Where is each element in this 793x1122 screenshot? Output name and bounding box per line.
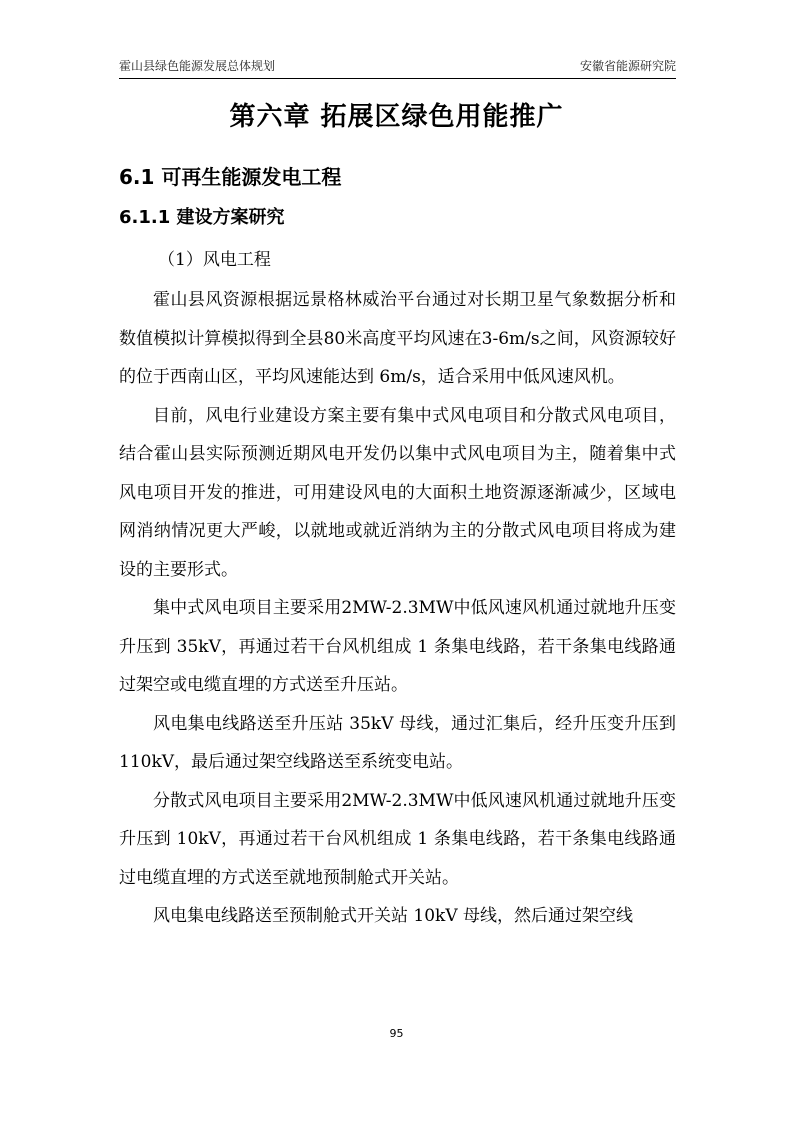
subsection-heading: 6.1.1 建设方案研究 [119, 207, 285, 228]
paragraph: 分散式风电项目主要采用2MW-2.3MW中低风速风机通过就地升压变升压到 10kV，再通过若干台风机组成 1 条集电线路，若干条集电线路通过电缆直埋的方式送至就地预制舱式开关站。 [119, 790, 676, 888]
paragraph: 风电集电线路送至升压站 35kV 母线，通过汇集后，经升压变升压到 110kV，最后通过架空线路送至系统变电站。 [119, 713, 676, 772]
chapter-title: 第六章 拓展区绿色用能推广 [229, 102, 564, 132]
body-text [119, 281, 676, 936]
header-document-title: 霍山县绿色能源发展总体规划 [119, 59, 276, 73]
page-number: 95 [389, 1027, 404, 1040]
item-heading: （1）风电工程 [158, 250, 271, 270]
paragraph: 集中式风电项目主要采用2MW-2.3MW中低风速风机通过就地升压变升压到 35kV，再通过若干台风机组成 1 条集电线路，若干条集电线路通过架空或电缆直埋的方式送至升压站。 [119, 598, 676, 695]
page-header [119, 54, 676, 79]
paragraph: 霍山县风资源根据远景格林威治平台通过对长期卫星气象数据分析和数值模拟计算模拟得到全县80米高度平均风速在3-6m/s之间，风资源较好的位于西南山区，平均风速能达到 6m/s，适合采用中低风速风机。 [119, 290, 676, 387]
paragraph: 风电集电线路送至预制舱式开关站 10kV 母线，然后通过架空线 [153, 906, 634, 926]
paragraph: 目前，风电行业建设方案主要有集中式风电项目和分散式风电项目，结合霍山县实际预测近期风电开发仍以集中式风电项目为主，随着集中式风电项目开发的推进，可用建设风电的大面积土地资源逐渐减少，区域电网消纳情况更大严峻，以就地或就近消纳为主的分散式风电项目将成为建设的主要形式。 [119, 405, 676, 580]
header-organization: 安徽省能源研究院 [579, 59, 676, 73]
section-heading: 6.1 可再生能源发电工程 [119, 165, 342, 189]
